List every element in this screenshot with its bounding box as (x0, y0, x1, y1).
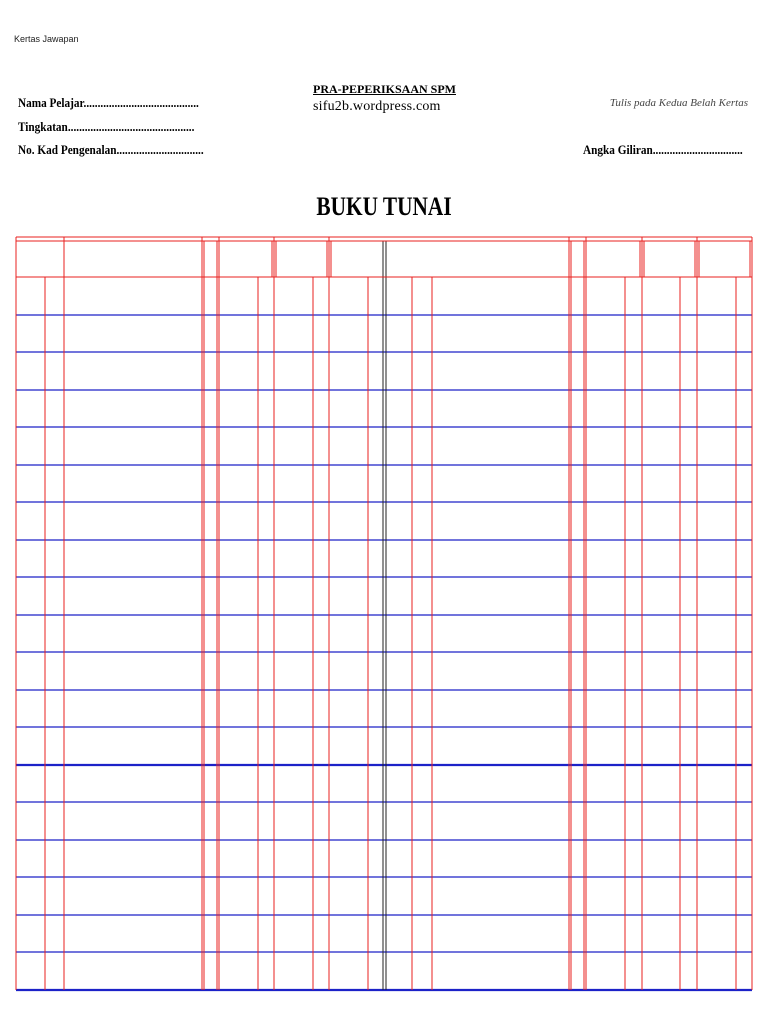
page-caption: Kertas Jawapan (14, 34, 79, 44)
ic-number-field: No. Kad Pengenalan............................... (18, 143, 204, 157)
student-name-field: Nama Pelajar......................................... (18, 96, 199, 110)
exam-number-field: Angka Giliran................................ (583, 143, 743, 157)
exam-title: PRA-PEPERIKSAAN SPM (313, 82, 456, 96)
page-title: BUKU TUNAI (316, 192, 452, 221)
form-level-field: Tingkatan............................................. (18, 120, 195, 134)
site-url: sifu2b.wordpress.com (313, 99, 441, 114)
write-both-sides-note: Tulis pada Kedua Belah Kertas (609, 97, 748, 109)
